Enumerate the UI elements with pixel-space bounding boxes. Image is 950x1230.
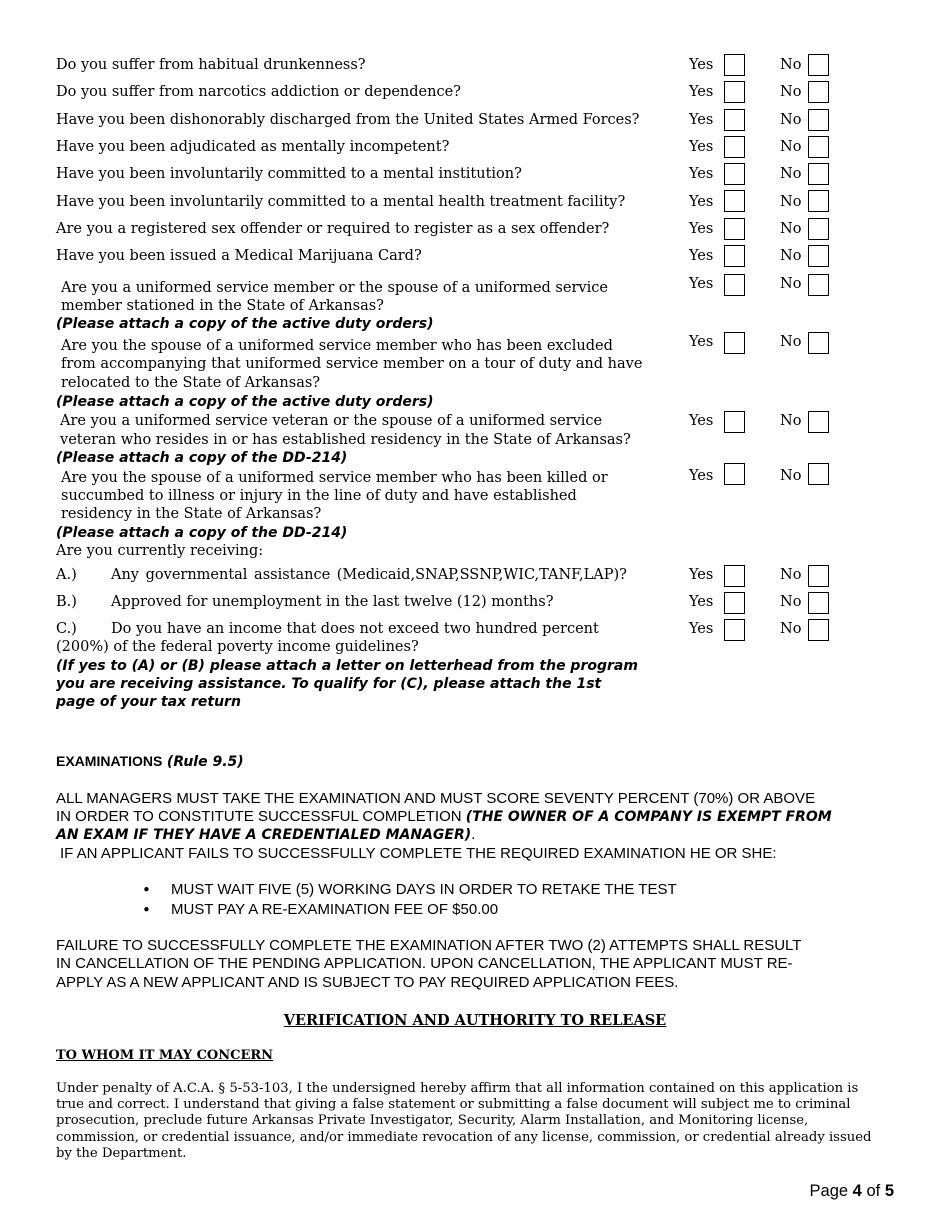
- yes-label: Yes: [689, 276, 714, 292]
- no-label: No: [780, 334, 802, 350]
- exam-paragraph-line: FAILURE TO SUCCESSFULLY COMPLETE THE EXAMINATION AFTER TWO (2) ATTEMPTS SHALL RESULT: [56, 937, 802, 954]
- of-word: of: [866, 1182, 881, 1200]
- item-label: B.): [56, 594, 77, 610]
- item-label: C.): [56, 621, 77, 637]
- yes-label: Yes: [689, 221, 714, 237]
- yes-label: Yes: [689, 166, 714, 182]
- question-text: Approved for unemployment in the last twelve (12) months?: [111, 594, 554, 610]
- no-checkbox[interactable]: [808, 565, 829, 587]
- verification-title: VERIFICATION AND AUTHORITY TO RELEASE: [283, 1012, 667, 1029]
- yes-label: Yes: [689, 112, 714, 128]
- yes-label: Yes: [689, 84, 714, 100]
- yes-checkbox[interactable]: [724, 332, 745, 354]
- exam-heading: EXAMINATIONS: [56, 753, 163, 769]
- exam-paragraph-line: APPLY AS A NEW APPLICANT AND IS SUBJECT TO PAY REQUIRED APPLICATION FEES.: [56, 974, 679, 991]
- bullet-icon: •: [142, 881, 151, 899]
- yes-label: Yes: [689, 468, 714, 484]
- assistance-note: you are receiving assistance. To qualify for (C), please attach the 1st: [56, 676, 602, 692]
- yes-checkbox[interactable]: [724, 619, 745, 641]
- assistance-note: (If yes to (A) or (B) please attach a letter on letterhead from the program: [56, 658, 638, 674]
- yes-label: Yes: [689, 594, 714, 610]
- no-checkbox[interactable]: [808, 274, 829, 296]
- question-text: Have you been adjudicated as mentally incompetent?: [56, 139, 450, 155]
- total-pages: 5: [884, 1182, 894, 1200]
- no-checkbox[interactable]: [808, 619, 829, 641]
- verification-body-line: prosecution, preclude future Arkansas Private Investigator, Security, Alarm Installation, and Monitoring license,: [56, 1113, 809, 1128]
- question-text: succumbed to illness or injury in the line of duty and have established: [61, 488, 577, 504]
- yes-checkbox[interactable]: [724, 592, 745, 614]
- no-label: No: [780, 166, 802, 182]
- yes-checkbox[interactable]: [724, 245, 745, 267]
- no-label: No: [780, 112, 802, 128]
- no-label: No: [780, 221, 802, 237]
- no-label: No: [780, 276, 802, 292]
- attachment-note: (Please attach a copy of the active duty orders): [56, 316, 434, 332]
- verification-body-line: true and correct. I understand that giving a false statement or submitting a false document will subject me to criminal: [56, 1097, 851, 1112]
- question-text: Do you suffer from habitual drunkenness?: [56, 57, 366, 73]
- exam-exempt-note: (THE OWNER OF A COMPANY IS EXEMPT FROM: [465, 809, 832, 825]
- question-text: Are you a uniformed service member or the spouse of a uniformed service: [61, 280, 608, 296]
- no-label: No: [780, 248, 802, 264]
- assistance-intro: Are you currently receiving:: [56, 543, 264, 559]
- page-number: [810, 1182, 894, 1201]
- question-text: Are you the spouse of a uniformed service member who has been excluded: [61, 338, 613, 354]
- assistance-note: page of your tax return: [56, 694, 241, 710]
- exam-paragraph-line: [56, 826, 475, 844]
- bullet-item: MUST PAY A RE-EXAMINATION FEE OF $50.00: [171, 901, 499, 918]
- no-checkbox[interactable]: [808, 109, 829, 131]
- yes-checkbox[interactable]: [724, 136, 745, 158]
- no-checkbox[interactable]: [808, 81, 829, 103]
- no-checkbox[interactable]: [808, 463, 829, 485]
- no-checkbox[interactable]: [808, 245, 829, 267]
- exam-text: IN ORDER TO CONSTITUTE SUCCESSFUL COMPLETION: [56, 808, 466, 825]
- question-text: Have you been involuntarily committed to a mental health treatment facility?: [56, 194, 626, 210]
- yes-checkbox[interactable]: [724, 163, 745, 185]
- question-text: from accompanying that uniformed service member on a tour of duty and have: [61, 356, 643, 372]
- no-label: No: [780, 468, 802, 484]
- question-text: member stationed in the State of Arkansas?: [61, 298, 384, 314]
- bullet-icon: •: [142, 901, 151, 919]
- yes-label: Yes: [689, 621, 714, 637]
- yes-label: Yes: [689, 334, 714, 350]
- yes-label: Yes: [689, 139, 714, 155]
- no-label: No: [780, 567, 802, 583]
- yes-checkbox[interactable]: [724, 463, 745, 485]
- yes-label: Yes: [689, 194, 714, 210]
- no-checkbox[interactable]: [808, 136, 829, 158]
- yes-checkbox[interactable]: [724, 411, 745, 433]
- section-heading: [56, 753, 244, 770]
- question-text: Any governmental assistance (Medicaid,SNAP,SSNP,WIC,TANF,LAP)?: [111, 567, 627, 583]
- to-whom-heading: TO WHOM IT MAY CONCERN: [56, 1048, 274, 1063]
- question-text: Do you suffer from narcotics addiction or dependence?: [56, 84, 461, 100]
- exam-text: .: [471, 826, 476, 843]
- no-label: No: [780, 594, 802, 610]
- yes-checkbox[interactable]: [724, 54, 745, 76]
- no-checkbox[interactable]: [808, 218, 829, 240]
- verification-body-line: commission, or credential issuance, and/or immediate revocation of any license, commission, or credential already issued: [56, 1130, 872, 1145]
- question-text: Are you the spouse of a uniformed service member who has been killed or: [61, 470, 608, 486]
- no-checkbox[interactable]: [808, 54, 829, 76]
- no-label: No: [780, 57, 802, 73]
- no-label: No: [780, 621, 802, 637]
- no-label: No: [780, 84, 802, 100]
- yes-label: Yes: [689, 57, 714, 73]
- yes-checkbox[interactable]: [724, 274, 745, 296]
- yes-checkbox[interactable]: [724, 109, 745, 131]
- question-text: veteran who resides in or has established residency in the State of Arkansas?: [60, 432, 631, 448]
- page-word: Page: [809, 1182, 849, 1200]
- attachment-note: (Please attach a copy of the DD-214): [56, 450, 348, 466]
- current-page: 4: [852, 1182, 862, 1200]
- attachment-note: (Please attach a copy of the active duty orders): [56, 394, 434, 410]
- exam-paragraph-line: IN CANCELLATION OF THE PENDING APPLICATION. UPON CANCELLATION, THE APPLICANT MUST RE-: [56, 955, 793, 972]
- question-text: Have you been issued a Medical Marijuana Card?: [56, 248, 422, 264]
- no-label: No: [780, 413, 802, 429]
- item-label: A.): [56, 567, 77, 583]
- question-text: (200%) of the federal poverty income guidelines?: [56, 639, 419, 655]
- verification-body-line: by the Department.: [56, 1146, 187, 1161]
- question-text: relocated to the State of Arkansas?: [61, 375, 321, 391]
- yes-label: Yes: [689, 248, 714, 264]
- bullet-item: MUST WAIT FIVE (5) WORKING DAYS IN ORDER TO RETAKE THE TEST: [171, 881, 677, 898]
- yes-checkbox[interactable]: [724, 190, 745, 212]
- no-checkbox[interactable]: [808, 332, 829, 354]
- yes-checkbox[interactable]: [724, 565, 745, 587]
- no-label: No: [780, 139, 802, 155]
- question-text: Have you been involuntarily committed to a mental institution?: [56, 166, 522, 182]
- question-text: Have you been dishonorably discharged from the United States Armed Forces?: [56, 112, 640, 128]
- no-checkbox[interactable]: [808, 411, 829, 433]
- no-checkbox[interactable]: [808, 163, 829, 185]
- no-label: No: [780, 194, 802, 210]
- attachment-note: (Please attach a copy of the DD-214): [56, 525, 348, 541]
- no-checkbox[interactable]: [808, 190, 829, 212]
- yes-checkbox[interactable]: [724, 81, 745, 103]
- question-text: Are you a registered sex offender or required to register as a sex offender?: [56, 221, 610, 237]
- yes-label: Yes: [689, 567, 714, 583]
- exam-paragraph-line: [56, 808, 832, 826]
- question-text: Are you a uniformed service veteran or the spouse of a uniformed service: [60, 413, 603, 429]
- verification-body-line: Under penalty of A.C.A. § 5-53-103, I the undersigned hereby affirm that all information contained on this application is: [56, 1081, 859, 1096]
- exam-paragraph-line: ALL MANAGERS MUST TAKE THE EXAMINATION AND MUST SCORE SEVENTY PERCENT (70%) OR ABOVE: [56, 790, 816, 807]
- rule-ref: (Rule 9.5): [166, 754, 244, 770]
- question-text: residency in the State of Arkansas?: [61, 506, 322, 522]
- exam-exempt-note: AN EXAM IF THEY HAVE A CREDENTIALED MANAGER): [56, 827, 472, 843]
- yes-label: Yes: [689, 413, 714, 429]
- exam-paragraph-line: IF AN APPLICANT FAILS TO SUCCESSFULLY COMPLETE THE REQUIRED EXAMINATION HE OR SHE:: [60, 845, 777, 862]
- no-checkbox[interactable]: [808, 592, 829, 614]
- question-text: Do you have an income that does not exceed two hundred percent: [111, 621, 599, 637]
- yes-checkbox[interactable]: [724, 218, 745, 240]
